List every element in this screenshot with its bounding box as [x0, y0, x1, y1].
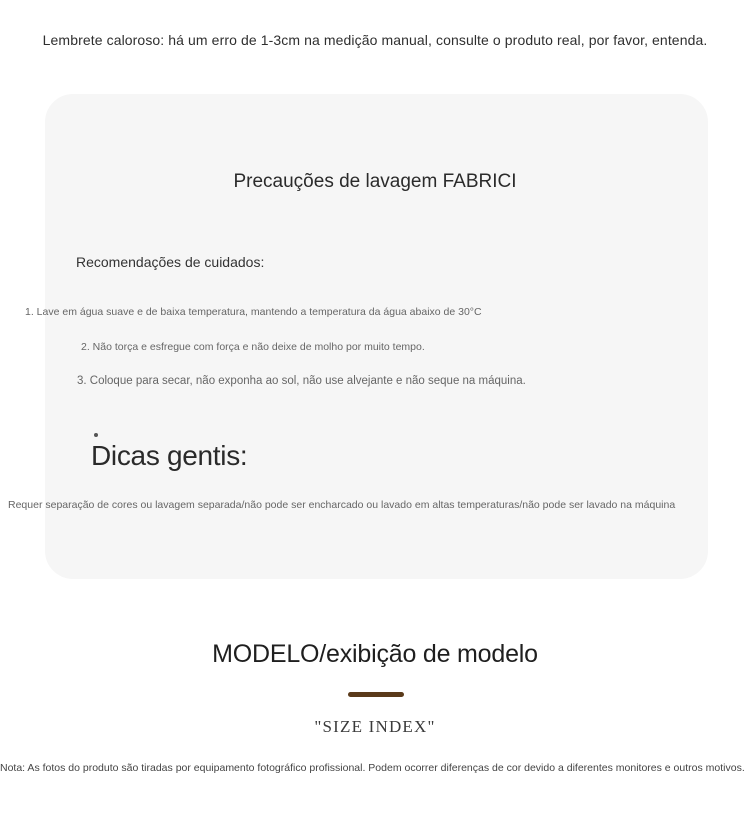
gentle-tips-text: Requer separação de cores ou lavagem separada/não pode ser encharcado ou lavado em altas temperaturas/não pode ser lavado na máquina: [8, 499, 676, 511]
measurement-reminder: Lembrete caloroso: há um erro de 1-3cm na medição manual, consulte o produto real, por favor, entenda.: [42, 32, 708, 48]
care-item-1: 1. Lave em água suave e de baixa temperatura, mantendo a temperatura da água abaixo de 30°C: [25, 306, 482, 318]
gentle-tips-heading: Dicas gentis:: [91, 440, 248, 471]
title-accent-bar: [348, 692, 404, 697]
decorative-dot: [94, 433, 98, 437]
photo-color-note: Nota: As fotos do produto são tiradas por equipamento fotográfico profissional. Podem ocorrer diferenças de cor devido a diferentes monitores e outros motivos.: [0, 762, 745, 774]
model-display-title: MODELO/exibição de modelo: [212, 640, 538, 668]
washing-precautions-title: Precauções de lavagem FABRICI: [233, 171, 517, 192]
size-index-label: "SIZE INDEX": [314, 717, 436, 736]
care-item-2: 2. Não torça e esfregue com força e não deixe de molho por muito tempo.: [81, 341, 425, 353]
care-item-3: 3. Coloque para secar, não exponha ao sol, não use alvejante e não seque na máquina.: [77, 375, 526, 387]
care-recommendations-heading: Recomendações de cuidados:: [76, 254, 265, 270]
